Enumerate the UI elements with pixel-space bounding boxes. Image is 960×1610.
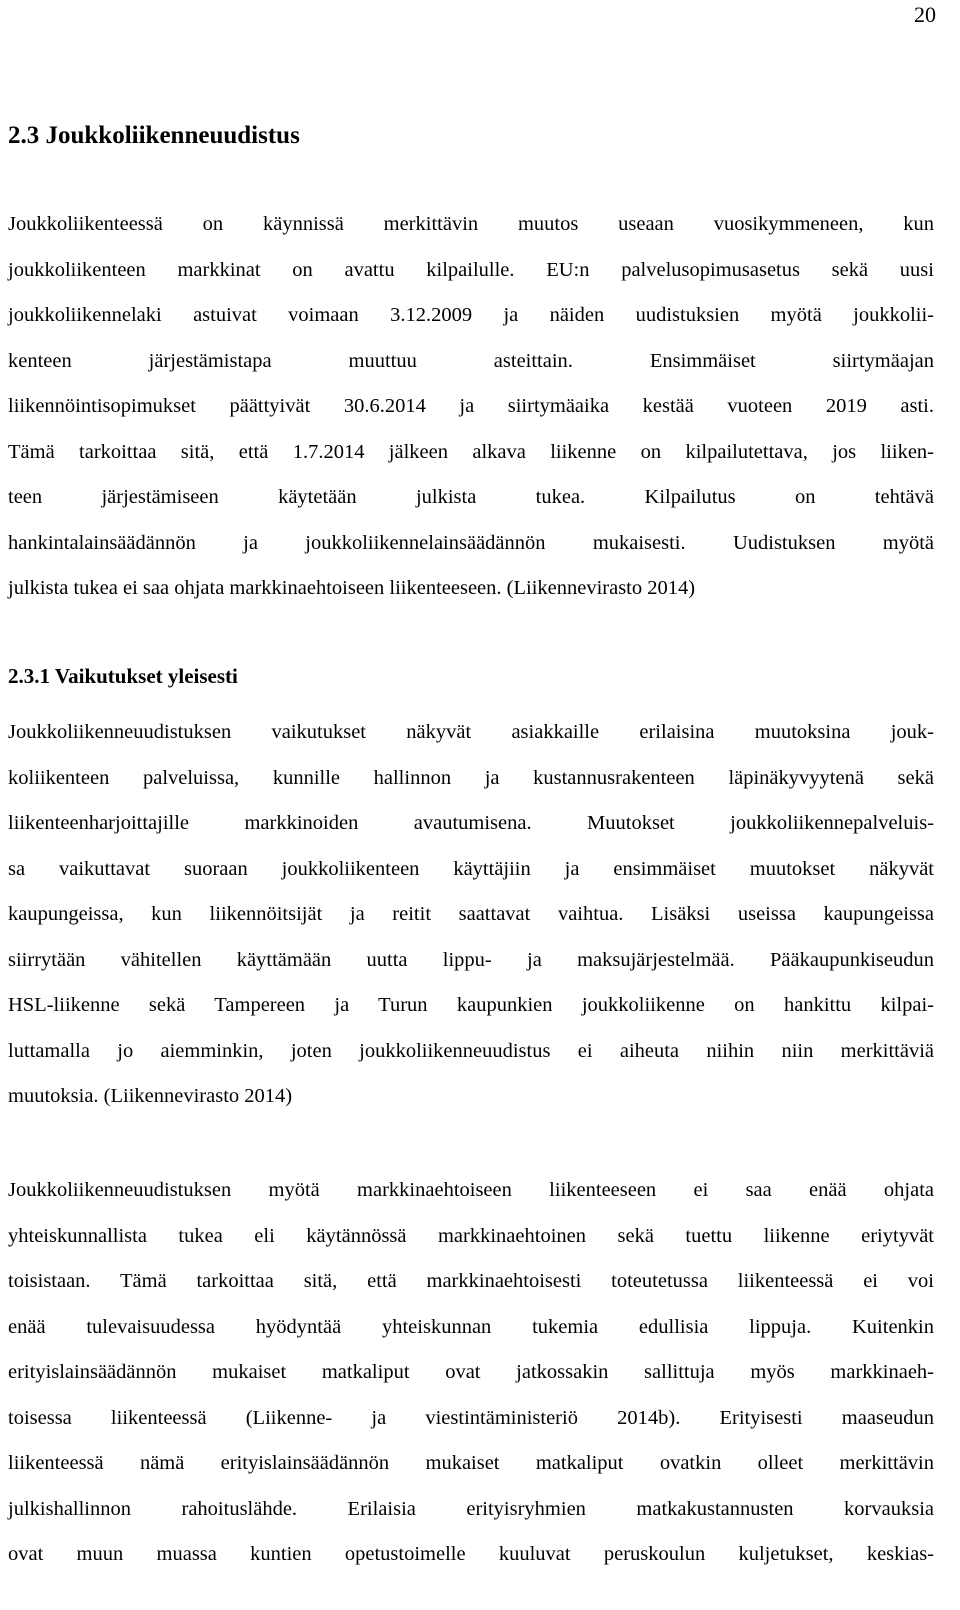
paragraph-line: Joukkoliikenneuudistuksen myötä markkinaehtoiseen liikenteeseen ei saa enää ohjata — [8, 1179, 934, 1201]
paragraph-line: sa vaikuttavat suoraan joukkoliikenteen käyttäjiin ja ensimmäiset muutokset näkyvät — [8, 857, 934, 880]
paragraph-line: liikenteessä nämä erityislainsäädännön mukaiset matkaliput ovatkin olleet merkittävin — [8, 1452, 934, 1474]
paragraph-line: kenteen järjestämistapa muuttuu asteittain. Ensimmäiset siirtymäajan — [8, 349, 934, 372]
paragraph-line: julkishallinnon rahoituslähde. Erilaisia erityisryhmien matkakustannusten korvauksia — [8, 1497, 934, 1520]
paragraph-line: liikenteenharjoittajille markkinoiden avautumisena. Muutokset joukkoliikennepalveluis- — [8, 812, 934, 834]
subsection-paragraph-1 — [8, 710, 934, 1120]
subsection-paragraph-2 — [8, 1168, 934, 1578]
section-heading: 2.3 Joukkoliikenneuudistus — [8, 122, 300, 149]
paragraph-line: luttamalla jo aiemminkin, joten joukkoliikenneuudistus ei aiheuta niihin niin merkittäviä — [8, 1039, 934, 1062]
paragraph-line: julkista tukea ei saa ohjata markkinaehtoiseen liikenteeseen. (Liikennevirasto 2014) — [8, 577, 696, 599]
paragraph-line: joukkoliikennelaki astuivat voimaan 3.12.2009 ja näiden uudistuksien myötä joukkolii- — [8, 304, 934, 326]
paragraph-line: erityislainsäädännön mukaiset matkaliput ovat jatkossakin sallittuja myös markkinaeh- — [8, 1361, 934, 1383]
section-paragraph — [8, 202, 934, 612]
paragraph-line: toisistaan. Tämä tarkoittaa sitä, että markkinaehtoisesti toteutetussa liikenteessä ei voi — [8, 1270, 934, 1292]
paragraph-line: ovat muun muassa kuntien opetustoimelle kuuluvat peruskoulun kuljetukset, keskias- — [8, 1543, 934, 1565]
paragraph-line: enää tulevaisuudessa hyödyntää yhteiskunnan tukemia edullisia lippuja. Kuitenkin — [8, 1315, 934, 1338]
paragraph-line: teen järjestämiseen käytetään julkista tukea. Kilpailutus on tehtävä — [8, 486, 934, 508]
subsection-heading: 2.3.1 Vaikutukset yleisesti — [8, 664, 238, 688]
paragraph-line: Tämä tarkoittaa sitä, että 1.7.2014 jälkeen alkava liikenne on kilpailutettava, jos liiken- — [8, 440, 934, 463]
paragraph-line: HSL-liikenne sekä Tampereen ja Turun kaupunkien joukkoliikenne on hankittu kilpai- — [8, 994, 934, 1016]
paragraph-line: toisessa liikenteessä (Liikenne- ja viestintäministeriö 2014b). Erityisesti maaseudun — [8, 1406, 934, 1429]
paragraph-line: Joukkoliikenneuudistuksen vaikutukset näkyvät asiakkaille erilaisina muutoksina jouk- — [8, 721, 934, 743]
paragraph-line: liikennöintisopimukset päättyivät 30.6.2014 ja siirtymäaika kestää vuoteen 2019 asti. — [8, 395, 934, 417]
page-number: 20 — [914, 2, 936, 27]
paragraph-line: siirrytään vähitellen käyttämään uutta lippu- ja maksujärjestelmää. Pääkaupunkiseudun — [8, 948, 934, 971]
paragraph-line: hankintalainsäädännön ja joukkoliikennelainsäädännön mukaisesti. Uudistuksen myötä — [8, 531, 934, 554]
paragraph-line: muutoksia. (Liikennevirasto 2014) — [8, 1085, 293, 1107]
paragraph-line: joukkoliikenteen markkinat on avattu kilpailulle. EU:n palvelusopimusasetus sekä uusi — [8, 258, 934, 281]
paragraph-line: kaupungeissa, kun liikennöitsijät ja reitit saattavat vaihtua. Lisäksi useissa kaupungeissa — [8, 903, 934, 925]
paragraph-line: yhteiskunnallista tukea eli käytännössä markkinaehtoinen sekä tuettu liikenne eriytyvät — [8, 1224, 934, 1247]
paragraph-line: Joukkoliikenteessä on käynnissä merkittävin muutos useaan vuosikymmeneen, kun — [8, 213, 934, 235]
paragraph-line: koliikenteen palveluissa, kunnille hallinnon ja kustannusrakenteen läpinäkyvyytenä sekä — [8, 766, 934, 789]
